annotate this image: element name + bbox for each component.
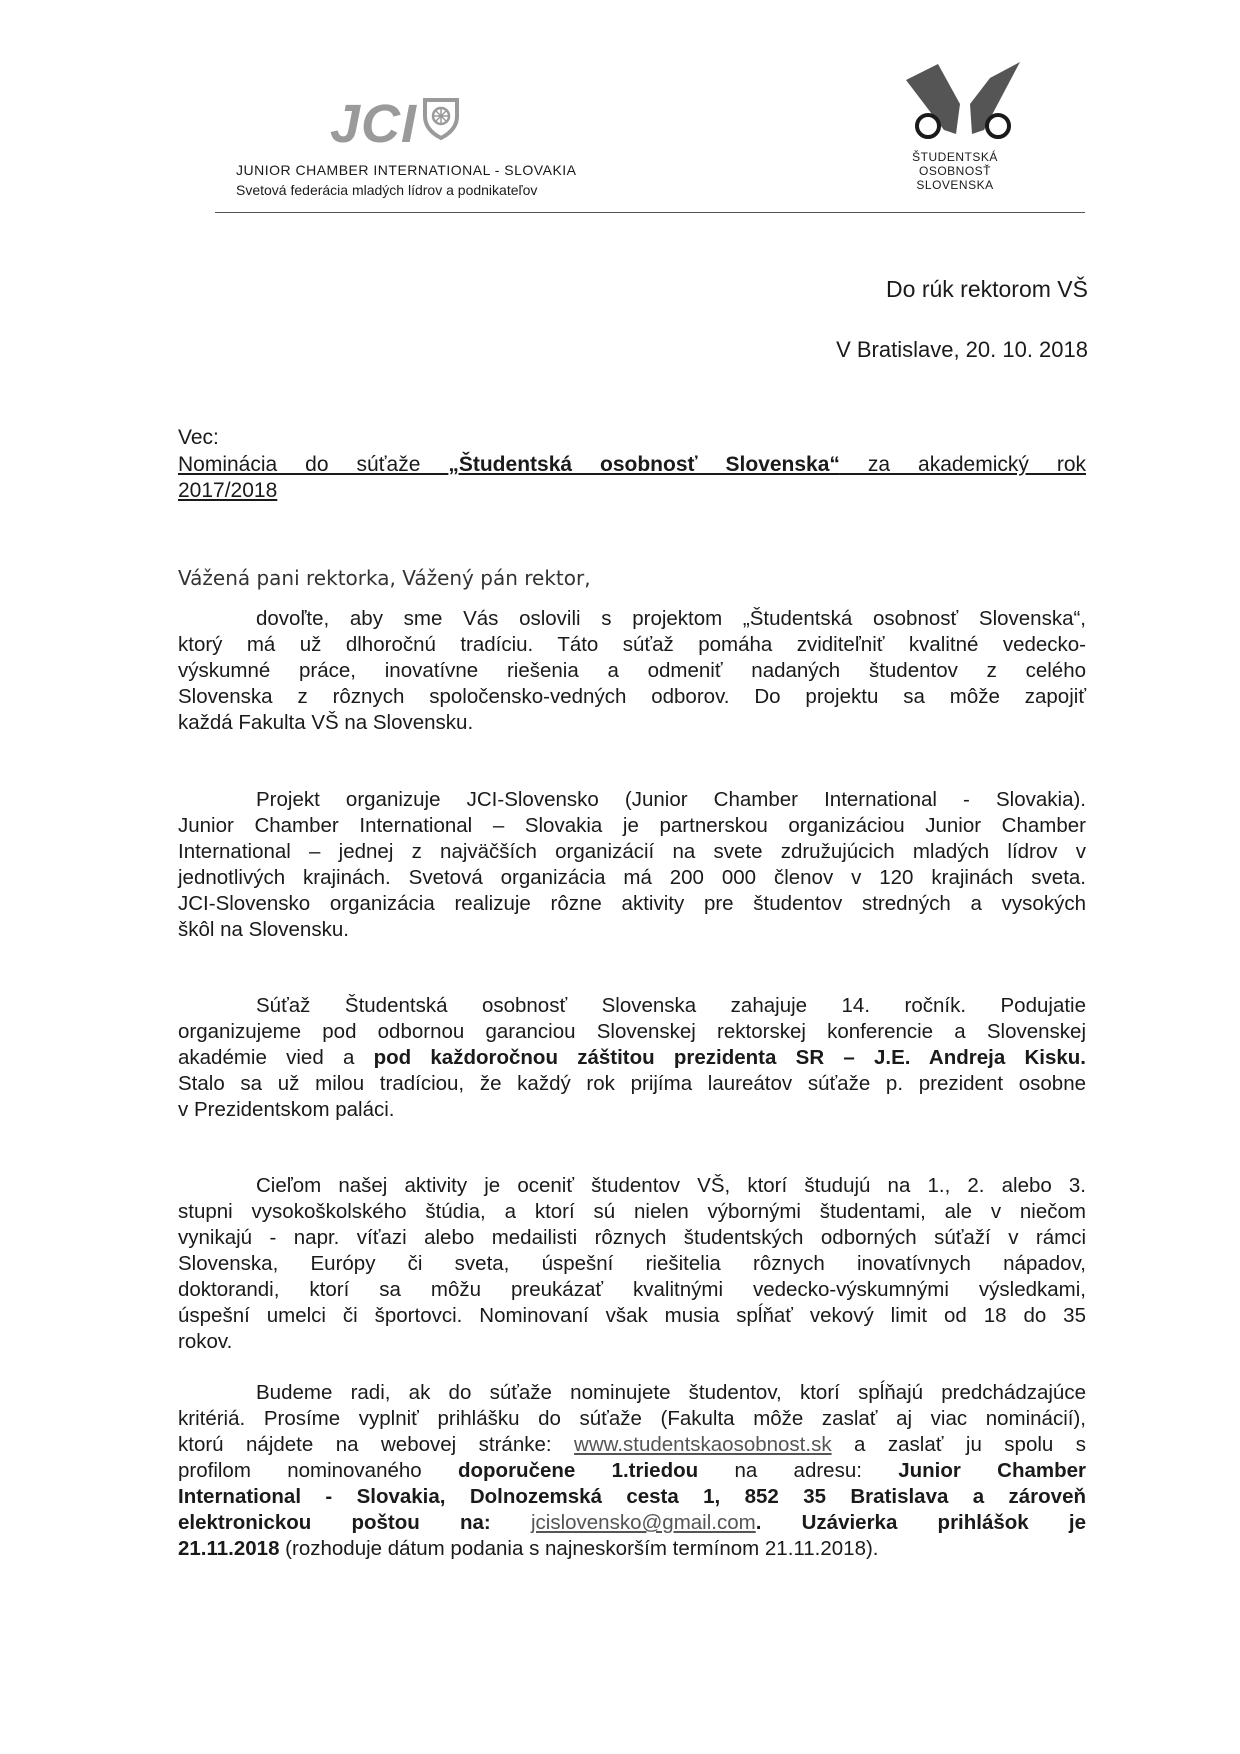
paragraph-2 <box>178 787 1086 943</box>
subject-bold: „Študentská osobnosť Slovenska“ <box>448 453 840 476</box>
jci-emblem-icon <box>421 96 461 145</box>
greeting: Vážená pani rektorka, Vážený pán rektor, <box>178 566 591 590</box>
p3-line: v Prezidentskom paláci. <box>178 1098 395 1121</box>
p5-bold: . Uzávierka prihlášok je <box>755 1511 1086 1534</box>
p4-line: Cieľom našej aktivity je oceniť študentov VŠ, ktorí študujú na 1., 2. alebo 3. <box>256 1174 1086 1197</box>
paragraph-3 <box>178 993 1086 1123</box>
p1-line: dovoľte, aby sme Vás oslovili s projektom „Študentská osobnosť Slovenska“, <box>256 607 1086 630</box>
p5-text: ktorú nájdete na webovej stránke: <box>178 1433 575 1456</box>
p1-line: výskumné práce, inovatívne riešenia a odmeniť nadaných študentov z celého <box>178 659 1086 682</box>
email-link[interactable]: jcislovensko@gmail.com <box>530 1511 756 1534</box>
p5-line <box>178 1458 1086 1484</box>
p1-line: každá Fakulta VŠ na Slovensku. <box>178 711 474 734</box>
paragraph-5 <box>178 1380 1086 1562</box>
studentska-osobnost-logo <box>898 60 1028 150</box>
p4-line: vynikajú - napr. víťazi alebo medailisti rôznych študentských odborných súťaží v rámci <box>178 1226 1086 1249</box>
p4-line: rokov. <box>178 1330 233 1353</box>
p5-bold: International - Slovakia, Dolnozemská cesta 1, 852 35 Bratislava a zároveň <box>178 1485 1086 1508</box>
p5-line: Budeme radi, ak do súťaže nominujete študentov, ktorí spĺňajú predchádzajúce <box>256 1381 1086 1404</box>
p5-bold: doporučene 1.triedou <box>457 1459 699 1482</box>
so-line-2: OSOBNOSŤ <box>918 164 991 178</box>
p5-bold: Junior Chamber <box>898 1459 1086 1482</box>
p3-bold: pod každoročnou záštitou prezidenta SR – J.E. Andreja Kisku. <box>373 1046 1087 1069</box>
jci-logo <box>330 94 461 154</box>
p3-line: Súťaž Študentská osobnosť Slovenska zahajuje 14. ročník. Podujatie <box>256 994 1086 1017</box>
p5-text: a zaslať ju spolu s <box>831 1433 1087 1456</box>
p5-line: kritériá. Prosíme vyplniť prihlášku do súťaže (Fakulta môže zaslať aj viac nominácií), <box>178 1407 1086 1430</box>
website-link[interactable]: www.studentskaosobnost.sk <box>574 1433 832 1456</box>
jci-tagline: Svetová federácia mladých lídrov a podnikateľov <box>236 182 538 198</box>
p3-line: Stalo sa už milou tradíciou, že každý rok prijíma laureátov súťaže p. prezident osobne <box>178 1072 1086 1095</box>
p1-line: ktorý má už dlhoročnú tradíciu. Táto súťaž pomáha zviditeľniť kvalitné vedecko- <box>178 633 1086 656</box>
p5-text: (rozhoduje dátum podania s najneskorším termínom 21.11.2018). <box>279 1537 879 1560</box>
p5-line <box>178 1432 1086 1458</box>
paragraph-4 <box>178 1173 1086 1355</box>
subject-label: Vec: <box>178 426 219 449</box>
so-line-1: ŠTUDENTSKÁ <box>912 150 998 164</box>
jci-name: JUNIOR CHAMBER INTERNATIONAL - SLOVAKIA <box>236 162 577 178</box>
subject-text-2: za akademický rok <box>839 453 1087 476</box>
p2-line: JCI-Slovensko organizácia realizuje rôzne aktivity pre študentov stredných a vysokých <box>178 892 1086 915</box>
p1-line: Slovenska z rôznych spoločensko-vedných odborov. Do projektu sa môže zapojiť <box>178 685 1086 708</box>
p3-text: akadémie vied a <box>178 1046 374 1069</box>
p5-text: na adresu: <box>698 1459 899 1482</box>
studentska-osobnost-text <box>880 150 1030 192</box>
p2-line: Junior Chamber International – Slovakia je partnerskou organizáciou Junior Chamber <box>178 814 1086 837</box>
p2-line: International – jednej z najväčších organizácií na svete združujúcich mladých lídrov v <box>178 840 1086 863</box>
p5-bold: 21.11.2018 <box>178 1537 280 1560</box>
header-divider <box>215 212 1085 213</box>
recipient: Do rúk rektorom VŠ <box>886 276 1088 302</box>
subject-text-1: Nominácia do súťaže <box>178 453 449 476</box>
jci-subtitle <box>236 160 577 200</box>
p5-line <box>178 1536 1086 1562</box>
paragraph-1 <box>178 606 1086 736</box>
p5-bold: elektronickou poštou na: <box>178 1511 531 1534</box>
p5-line <box>178 1484 1086 1510</box>
letter-date: V Bratislave, 20. 10. 2018 <box>836 337 1088 362</box>
subject-line-1 <box>178 452 1086 478</box>
p5-line <box>178 1510 1086 1536</box>
jci-logo-text: JCI <box>330 94 418 154</box>
p5-text: profilom nominovaného <box>178 1459 458 1482</box>
p4-line: stupni vysokoškolského štúdia, a ktorí sú nielen výbornými študentami, ale v niečom <box>178 1200 1086 1223</box>
p4-line: Slovenska, Európy či sveta, úspešní riešitelia rôznych inovatívnych nápadov, <box>178 1252 1086 1275</box>
p3-line: organizujeme pod odbornou garanciou Slovenskej rektorskej konferencie a Slovenskej <box>178 1020 1086 1043</box>
p4-line: úspešní umelci či športovci. Nominovaní však musia spĺňať vekový limit od 18 do 35 <box>178 1304 1086 1327</box>
subject-line-2: 2017/2018 <box>178 479 278 502</box>
p4-line: doktorandi, ktorí sa môžu preukázať kvalitnými vedecko-výskumnými výsledkami, <box>178 1278 1086 1301</box>
p2-line: škôl na Slovensku. <box>178 918 349 941</box>
so-line-3: SLOVENSKA <box>916 178 994 192</box>
p2-line: jednotlivých krajinách. Svetová organizácia má 200 000 členov v 120 krajinách sveta. <box>178 866 1086 889</box>
p3-line <box>178 1045 1086 1071</box>
p2-line: Projekt organizuje JCI-Slovensko (Junior Chamber International - Slovakia). <box>256 788 1086 811</box>
